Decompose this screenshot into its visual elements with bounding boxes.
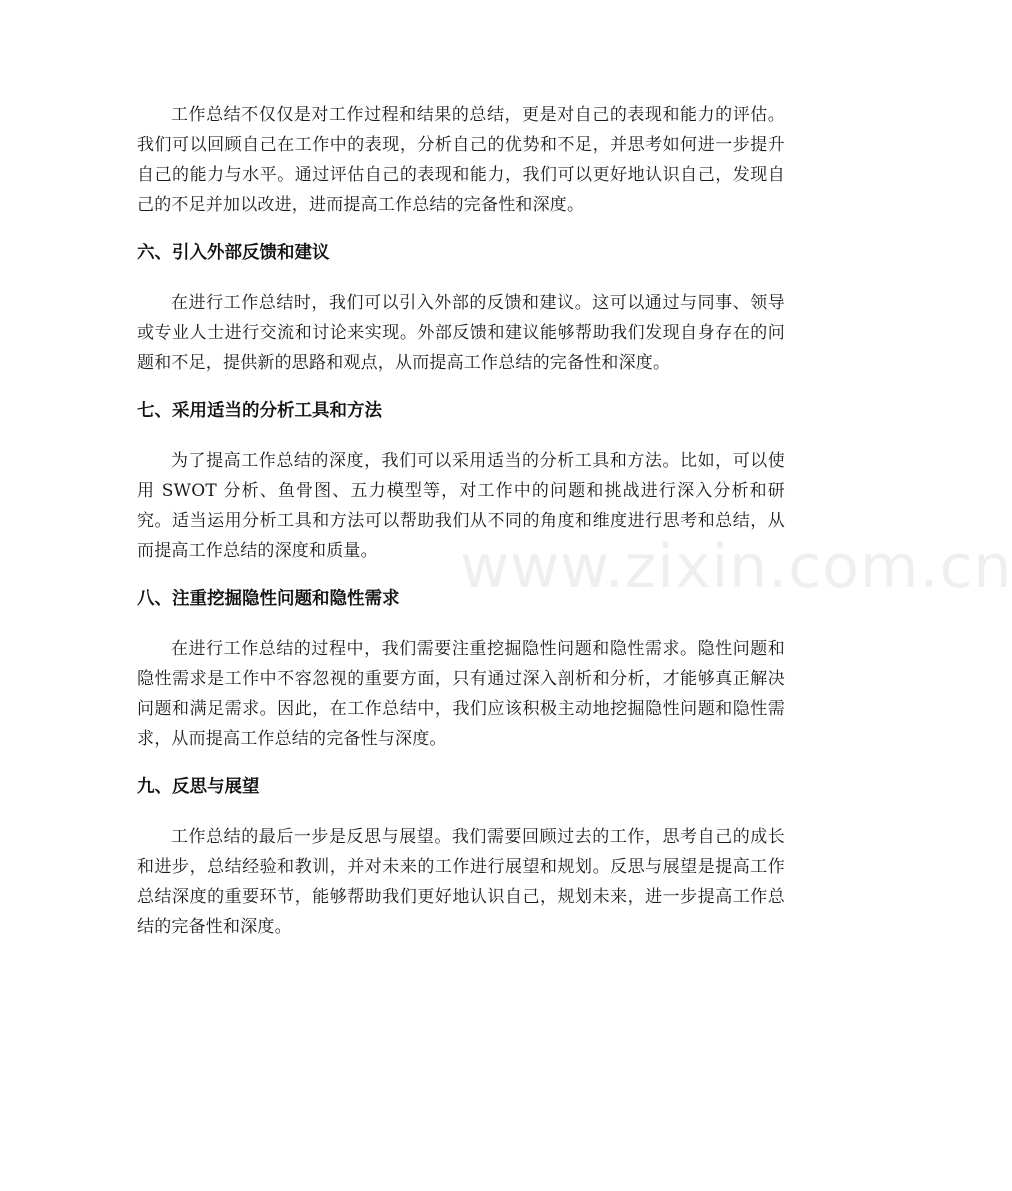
paragraph-evaluation: 工作总结不仅仅是对工作过程和结果的总结，更是对自己的表现和能力的评估。我们可以回顾自己在工作中的表现，分析自己的优势和不足，并思考如何进一步提升自己的能力与水平。通过评估自己的表现和能力，我们可以更好地认识自己，发现自己的不足并加以改进，进而提高工作总结的完备性和深度。 — [137, 105, 785, 215]
section-heading-8: 八、注重挖掘隐性问题和隐性需求 — [137, 589, 400, 609]
section-heading-7: 七、采用适当的分析工具和方法 — [137, 401, 382, 421]
section-heading-6: 六、引入外部反馈和建议 — [137, 243, 330, 263]
paragraph-hidden-issues: 在进行工作总结的过程中，我们需要注重挖掘隐性问题和隐性需求。隐性问题和隐性需求是工作中不容忽视的重要方面，只有通过深入剖析和分析，才能够真正解决问题和满足需求。因此，在工作总结中，我们应该积极主动地挖掘隐性问题和隐性需求，从而提高工作总结的完备性与深度。 — [137, 639, 785, 749]
paragraph-reflection: 工作总结的最后一步是反思与展望。我们需要回顾过去的工作，思考自己的成长和进步，总结经验和教训，并对未来的工作进行展望和规划。反思与展望是提高工作总结深度的重要环节，能够帮助我们更好地认识自己，规划未来，进一步提高工作总结的完备性和深度。 — [137, 827, 785, 937]
watermark: www.zixin.com.cn — [460, 532, 1012, 602]
document-body — [137, 100, 785, 942]
section-heading-9: 九、反思与展望 — [137, 777, 260, 797]
paragraph-analysis-tools: 为了提高工作总结的深度，我们可以采用适当的分析工具和方法。比如，可以使用 SWOT 分析、鱼骨图、五力模型等，对工作中的问题和挑战进行深入分析和研究。适当运用分析工具和方法可以帮助我们从不同的角度和维度进行思考和总结，从而提高工作总结的深度和质量。 — [137, 451, 785, 561]
paragraph-external-feedback: 在进行工作总结时，我们可以引入外部的反馈和建议。这可以通过与同事、领导或专业人士进行交流和讨论来实现。外部反馈和建议能够帮助我们发现自身存在的问题和不足，提供新的思路和观点，从而提高工作总结的完备性和深度。 — [137, 293, 785, 373]
